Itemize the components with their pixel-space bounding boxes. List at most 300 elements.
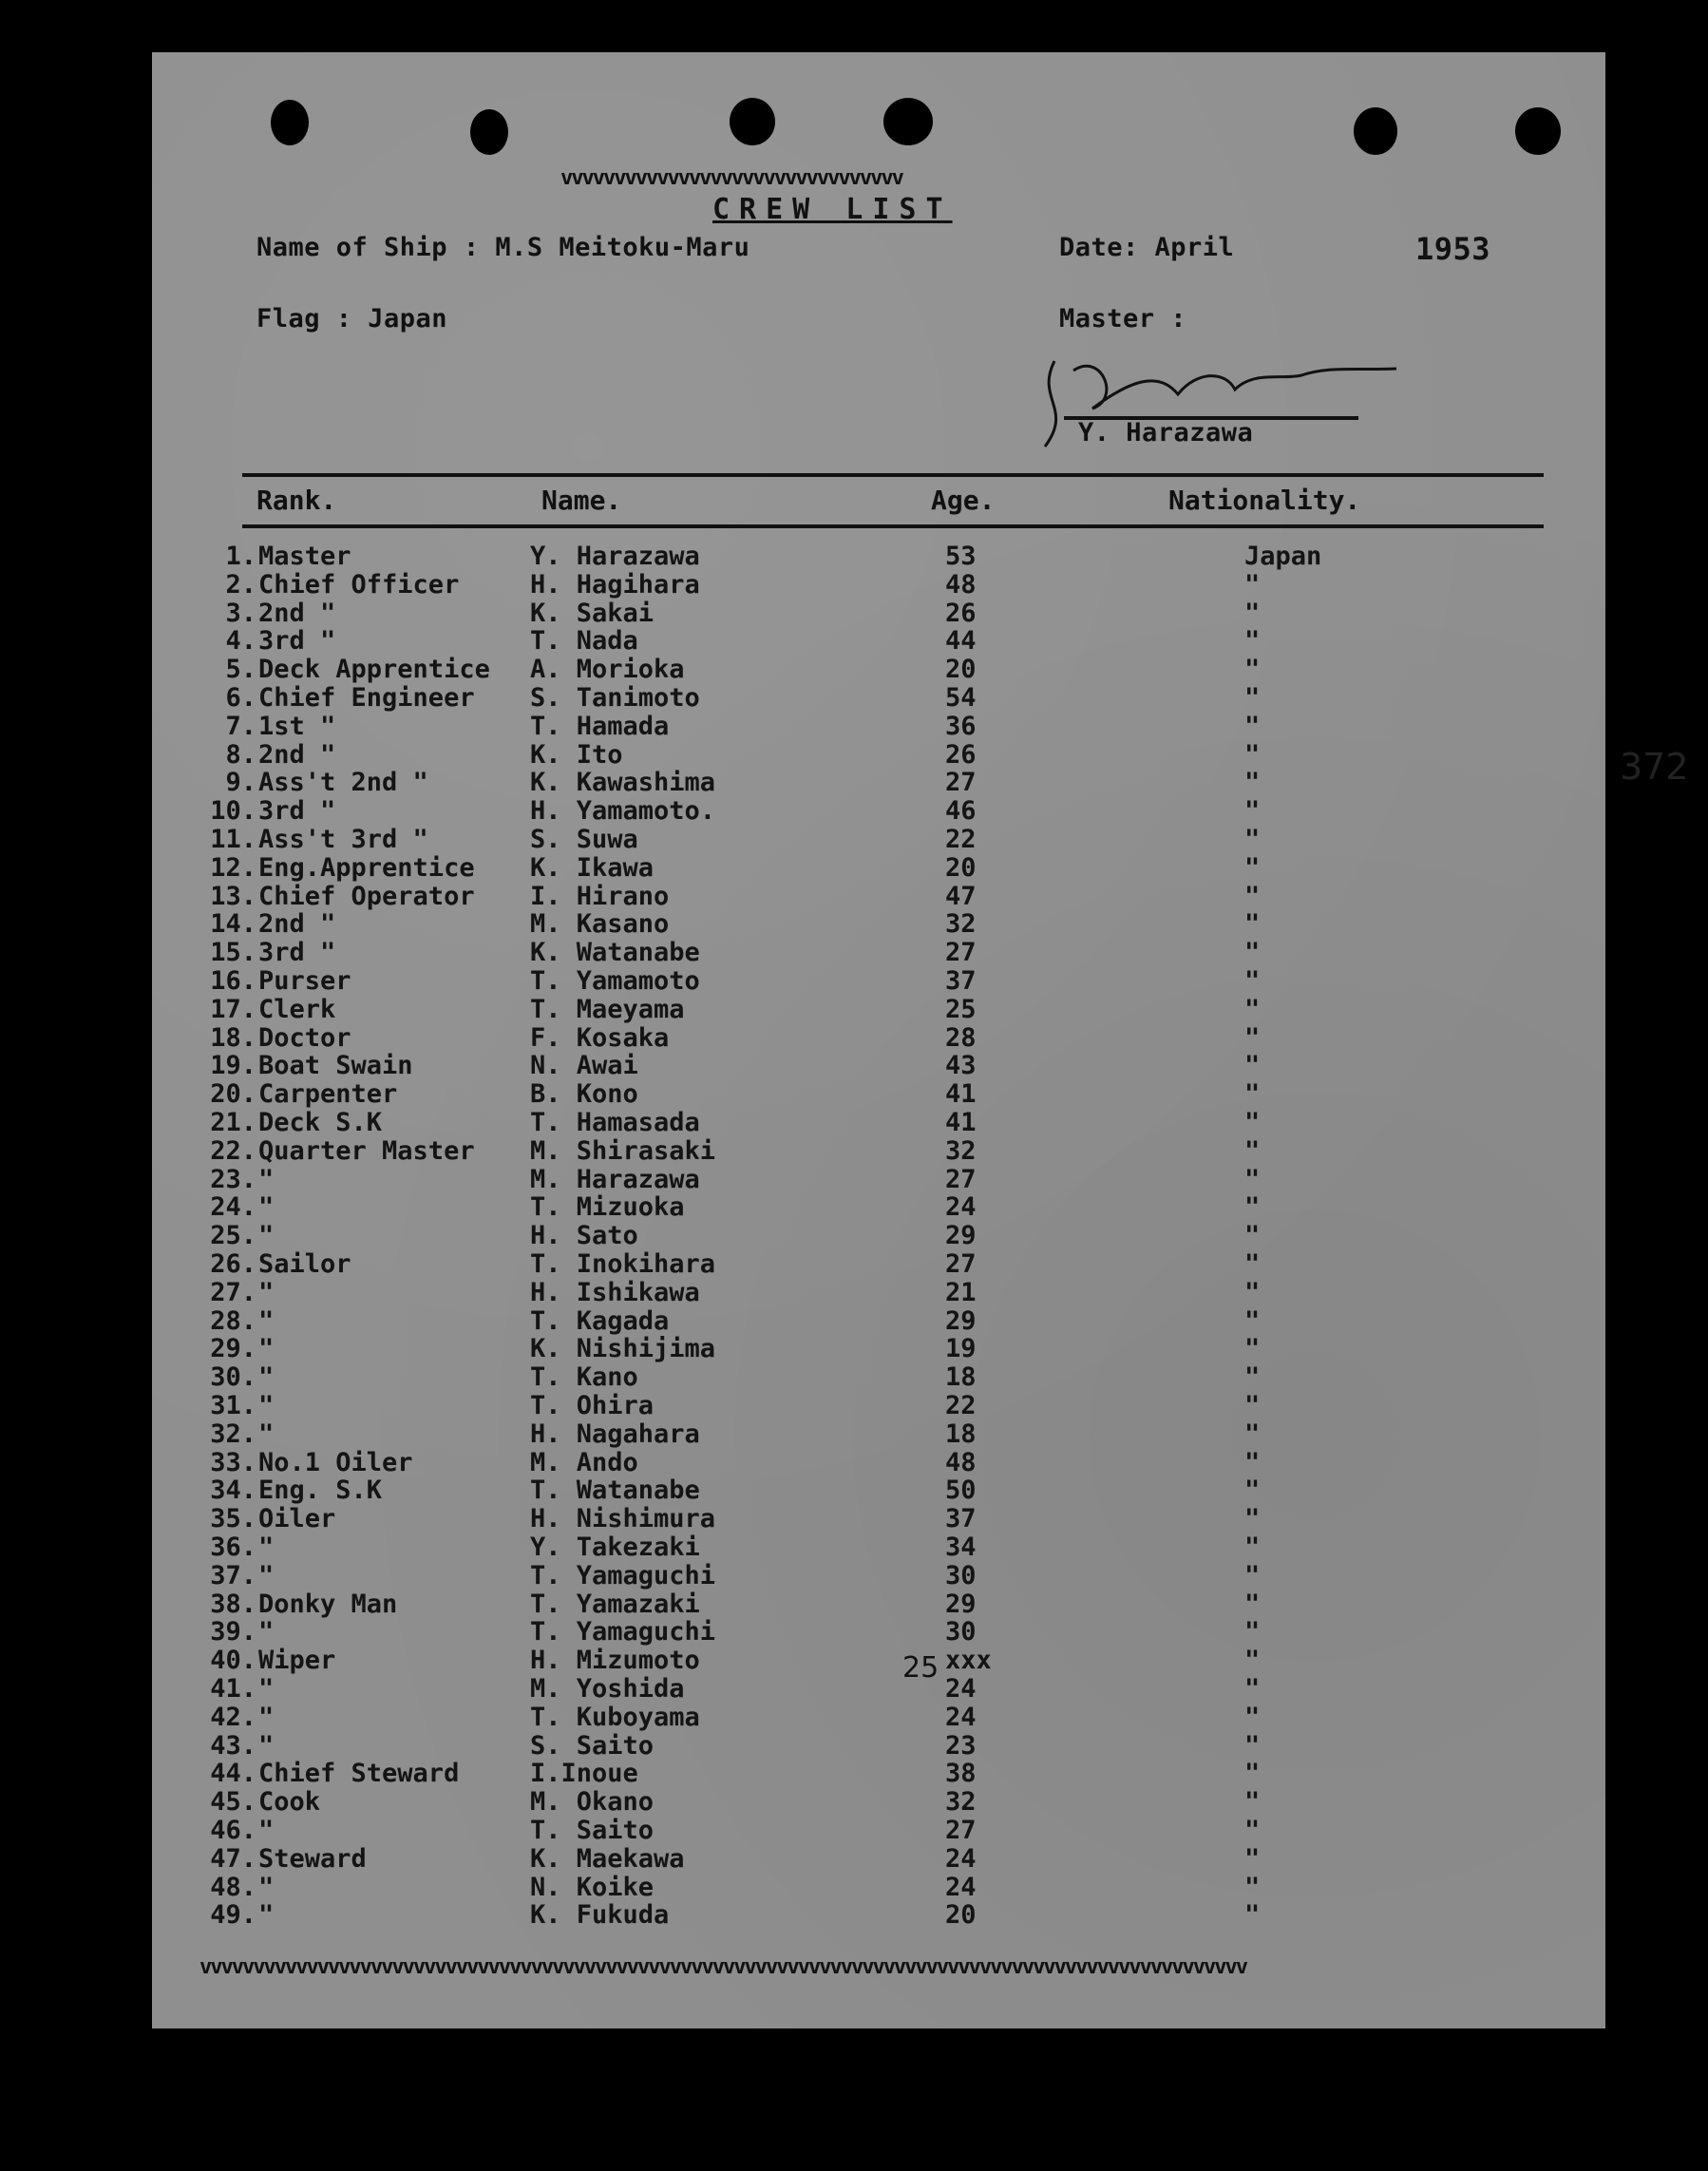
crew-name: M. Yoshida bbox=[530, 1674, 685, 1704]
crew-number: 13. bbox=[210, 882, 256, 911]
crew-name: H. Ishikawa bbox=[530, 1278, 700, 1307]
crew-number: 27. bbox=[210, 1278, 256, 1307]
document-sheet bbox=[152, 52, 1689, 2028]
crew-age: 43 bbox=[945, 1051, 977, 1080]
crew-age: 30 bbox=[945, 1617, 977, 1647]
crew-nationality: " bbox=[1244, 599, 1261, 628]
crew-rank: " bbox=[258, 1192, 275, 1222]
document-title: CREW LIST bbox=[712, 193, 953, 226]
crew-name: I.Inoue bbox=[530, 1759, 638, 1788]
crew-rank: " bbox=[258, 1362, 275, 1392]
crew-nationality: " bbox=[1244, 995, 1261, 1024]
crew-row bbox=[152, 1561, 1605, 1590]
crew-name: T. Saito bbox=[530, 1816, 655, 1845]
crew-nationality: " bbox=[1244, 909, 1261, 939]
crew-name: T. Mizuoka bbox=[530, 1192, 685, 1222]
crew-nationality: " bbox=[1244, 882, 1261, 911]
crew-rank: Wiper bbox=[258, 1646, 336, 1675]
crew-name: M. Kasano bbox=[530, 909, 670, 939]
crew-nationality: " bbox=[1244, 1306, 1261, 1336]
crew-nationality: " bbox=[1244, 683, 1261, 713]
header-rule-bottom bbox=[242, 524, 1544, 528]
crew-age: 32 bbox=[945, 1136, 977, 1166]
crew-name: Y. Harazawa bbox=[530, 542, 700, 571]
crew-row bbox=[152, 1136, 1605, 1165]
crew-nationality: " bbox=[1244, 1787, 1261, 1817]
column-header-rank: Rank. bbox=[256, 485, 337, 516]
crew-name: T. Kano bbox=[530, 1362, 638, 1392]
header-rule-top bbox=[242, 473, 1544, 477]
crew-age: 27 bbox=[945, 1249, 977, 1279]
crew-age: 46 bbox=[945, 796, 977, 826]
date-label: Date: April bbox=[1059, 233, 1235, 262]
crew-age: 20 bbox=[945, 1900, 977, 1930]
crew-rank: Oiler bbox=[258, 1504, 336, 1533]
ship-name: Name of Ship : M.S Meitoku-Maru bbox=[256, 233, 750, 262]
crew-nationality: " bbox=[1244, 1731, 1261, 1761]
crew-row bbox=[152, 825, 1605, 853]
crew-rank: Steward bbox=[258, 1844, 367, 1874]
crew-rank: Master bbox=[258, 542, 351, 571]
crew-rank: " bbox=[258, 1391, 275, 1420]
crew-nationality: " bbox=[1244, 853, 1261, 883]
crew-row bbox=[152, 626, 1605, 655]
crew-name: H. Nishimura bbox=[530, 1504, 716, 1533]
crew-name: K. Kawashima bbox=[530, 768, 716, 797]
crew-nationality: " bbox=[1244, 1362, 1261, 1392]
crew-name: T. Yamaguchi bbox=[530, 1617, 716, 1647]
crew-name: K. Ito bbox=[530, 740, 623, 770]
crew-name: T. Ohira bbox=[530, 1391, 655, 1420]
crew-nationality: " bbox=[1244, 1249, 1261, 1279]
date-year: 1953 bbox=[1415, 231, 1491, 267]
crew-name: N. Koike bbox=[530, 1873, 655, 1902]
crew-nationality: " bbox=[1244, 1759, 1261, 1788]
crew-number: 12. bbox=[210, 853, 256, 883]
crew-age: 20 bbox=[945, 655, 977, 684]
crew-number: 17. bbox=[210, 995, 256, 1024]
crew-number: 5. bbox=[225, 655, 256, 684]
crew-row bbox=[152, 1108, 1605, 1136]
crew-age: 27 bbox=[945, 1816, 977, 1845]
crew-row bbox=[152, 1900, 1605, 1929]
crew-rank: Sailor bbox=[258, 1249, 351, 1279]
crew-rank: " bbox=[258, 1561, 275, 1590]
crew-number: 26. bbox=[210, 1249, 256, 1279]
crew-row bbox=[152, 1334, 1605, 1362]
crew-row bbox=[152, 655, 1605, 683]
crew-nationality: " bbox=[1244, 1136, 1261, 1166]
crew-name: T. Kuboyama bbox=[530, 1703, 700, 1732]
crew-nationality: " bbox=[1244, 1023, 1261, 1053]
crew-rank: Clerk bbox=[258, 995, 336, 1024]
crew-rank: " bbox=[258, 1816, 275, 1845]
crew-row bbox=[152, 1617, 1605, 1646]
crew-rank: " bbox=[258, 1419, 275, 1449]
crew-name: K. Nishijima bbox=[530, 1334, 716, 1363]
crew-age: 29 bbox=[945, 1306, 977, 1336]
crew-row bbox=[152, 1448, 1605, 1476]
crew-number: 46. bbox=[210, 1816, 256, 1845]
crew-age: 24 bbox=[945, 1703, 977, 1732]
crew-age: xxx bbox=[945, 1646, 992, 1675]
crew-nationality: " bbox=[1244, 1192, 1261, 1222]
crew-nationality: " bbox=[1244, 1533, 1261, 1562]
crew-row bbox=[152, 1023, 1605, 1052]
crew-row bbox=[152, 683, 1605, 712]
crew-row bbox=[152, 1192, 1605, 1221]
crew-row bbox=[152, 938, 1605, 966]
crew-age: 38 bbox=[945, 1759, 977, 1788]
crew-nationality: " bbox=[1244, 1165, 1261, 1194]
crew-row bbox=[152, 995, 1605, 1023]
crew-row bbox=[152, 1703, 1605, 1731]
crew-age: 48 bbox=[945, 570, 977, 600]
crew-nationality: " bbox=[1244, 1900, 1261, 1930]
crew-rank: " bbox=[258, 1703, 275, 1732]
flag-label: Flag : Japan bbox=[256, 304, 448, 333]
crew-nationality: " bbox=[1244, 1051, 1261, 1080]
punch-hole bbox=[1354, 107, 1397, 155]
crew-name: H. Sato bbox=[530, 1221, 638, 1250]
crew-number: 25. bbox=[210, 1221, 256, 1250]
crew-age: 32 bbox=[945, 909, 977, 939]
crew-row bbox=[152, 1165, 1605, 1193]
crew-rank: 3rd " bbox=[258, 626, 336, 656]
crew-rank: " bbox=[258, 1221, 275, 1250]
crew-number: 10. bbox=[210, 796, 256, 826]
crew-number: 20. bbox=[210, 1079, 256, 1109]
crew-number: 34. bbox=[210, 1476, 256, 1505]
crew-row bbox=[152, 712, 1605, 740]
crew-row bbox=[152, 1051, 1605, 1079]
crew-number: 47. bbox=[210, 1844, 256, 1874]
crew-rank: 2nd " bbox=[258, 599, 336, 628]
punch-hole bbox=[883, 98, 933, 145]
title-underline: vvvvvvvvvvvvvvvvvvvvvvvvvvvvvvvv bbox=[560, 166, 902, 190]
crew-name: T. Inokihara bbox=[530, 1249, 716, 1279]
crew-nationality: " bbox=[1244, 966, 1261, 996]
crew-rank: Deck S.K bbox=[258, 1108, 383, 1137]
crew-name: M. Okano bbox=[530, 1787, 655, 1817]
crew-name: T. Hamada bbox=[530, 712, 670, 741]
crew-number: 42. bbox=[210, 1703, 256, 1732]
column-header-age: Age. bbox=[931, 485, 996, 516]
crew-row bbox=[152, 1787, 1605, 1816]
crew-nationality: " bbox=[1244, 655, 1261, 684]
crew-row bbox=[152, 853, 1605, 882]
crew-number: 4. bbox=[225, 626, 256, 656]
crew-number: 24. bbox=[210, 1192, 256, 1222]
crew-name: K. Sakai bbox=[530, 599, 655, 628]
crew-name: T. Yamaguchi bbox=[530, 1561, 716, 1590]
crew-name: K. Ikawa bbox=[530, 853, 655, 883]
crew-nationality: " bbox=[1244, 1674, 1261, 1704]
crew-rank: " bbox=[258, 1306, 275, 1336]
crew-name: K. Watanabe bbox=[530, 938, 700, 967]
crew-age: 24 bbox=[945, 1674, 977, 1704]
punch-hole bbox=[1515, 107, 1561, 155]
crew-number: 19. bbox=[210, 1051, 256, 1080]
crew-rank: Chief Operator bbox=[258, 882, 475, 911]
crew-row bbox=[152, 599, 1605, 627]
crew-rank: Eng. S.K bbox=[258, 1476, 383, 1505]
punch-hole bbox=[730, 98, 775, 145]
crew-number: 23. bbox=[210, 1165, 256, 1194]
crew-name: T. Watanabe bbox=[530, 1476, 700, 1505]
crew-age: 22 bbox=[945, 825, 977, 854]
bottom-rule: vvvvvvvvvvvvvvvvvvvvvvvvvvvvvvvvvvvvvvvvvvvvvvvvvvvvvvvvvvvvvvvvvvvvvvvvvvvvvvvvvvvvvvvvvvvvvvvvvv bbox=[199, 1955, 1247, 1979]
crew-number: 1. bbox=[225, 542, 256, 571]
crew-age: 18 bbox=[945, 1362, 977, 1392]
crew-nationality: " bbox=[1244, 1703, 1261, 1732]
crew-age: 19 bbox=[945, 1334, 977, 1363]
crew-row bbox=[152, 1590, 1605, 1618]
crew-age: 22 bbox=[945, 1391, 977, 1420]
crew-nationality: " bbox=[1244, 1419, 1261, 1449]
crew-rank: " bbox=[258, 1900, 275, 1930]
crew-nationality: " bbox=[1244, 1504, 1261, 1533]
crew-row bbox=[152, 1221, 1605, 1249]
crew-number: 29. bbox=[210, 1334, 256, 1363]
crew-number: 31. bbox=[210, 1391, 256, 1420]
crew-number: 18. bbox=[210, 1023, 256, 1053]
crew-age: 34 bbox=[945, 1533, 977, 1562]
crew-age: 23 bbox=[945, 1731, 977, 1761]
crew-number: 36. bbox=[210, 1533, 256, 1562]
crew-rank: No.1 Oiler bbox=[258, 1448, 413, 1477]
crew-name: T. Kagada bbox=[530, 1306, 670, 1336]
crew-nationality: " bbox=[1244, 1561, 1261, 1590]
crew-nationality: " bbox=[1244, 740, 1261, 770]
crew-age: 20 bbox=[945, 853, 977, 883]
crew-nationality: " bbox=[1244, 938, 1261, 967]
crew-rank: 2nd " bbox=[258, 909, 336, 939]
crew-nationality: " bbox=[1244, 1476, 1261, 1505]
crew-rank: Chief Officer bbox=[258, 570, 460, 600]
crew-name: F. Kosaka bbox=[530, 1023, 670, 1053]
crew-number: 9. bbox=[225, 768, 256, 797]
crew-age: 25 bbox=[945, 995, 977, 1024]
crew-rank: " bbox=[258, 1278, 275, 1307]
crew-name: H. Mizumoto bbox=[530, 1646, 700, 1675]
crew-row bbox=[152, 1278, 1605, 1306]
crew-number: 33. bbox=[210, 1448, 256, 1477]
crew-rank: Ass't 2nd " bbox=[258, 768, 428, 797]
crew-name: Y. Takezaki bbox=[530, 1533, 700, 1562]
crew-row bbox=[152, 1844, 1605, 1873]
crew-age: 36 bbox=[945, 712, 977, 741]
master-label: Master : bbox=[1059, 304, 1187, 333]
crew-age: 53 bbox=[945, 542, 977, 571]
crew-name: S. Saito bbox=[530, 1731, 655, 1761]
crew-rank: Boat Swain bbox=[258, 1051, 413, 1080]
crew-row bbox=[152, 1362, 1605, 1391]
crew-age: 26 bbox=[945, 740, 977, 770]
crew-row bbox=[152, 740, 1605, 769]
crew-rank: 1st " bbox=[258, 712, 336, 741]
crew-name: I. Hirano bbox=[530, 882, 670, 911]
crew-nationality: " bbox=[1244, 1873, 1261, 1902]
crew-rank: " bbox=[258, 1873, 275, 1902]
crew-row bbox=[152, 542, 1605, 570]
crew-rank: " bbox=[258, 1165, 275, 1194]
crew-nationality: " bbox=[1244, 1334, 1261, 1363]
crew-rank: Doctor bbox=[258, 1023, 351, 1053]
crew-rank: " bbox=[258, 1674, 275, 1704]
crew-number: 6. bbox=[225, 683, 256, 713]
crew-number: 30. bbox=[210, 1362, 256, 1392]
crew-number: 43. bbox=[210, 1731, 256, 1761]
crew-rank: " bbox=[258, 1617, 275, 1647]
crew-row bbox=[152, 1533, 1605, 1561]
crew-age: 44 bbox=[945, 626, 977, 656]
crew-number: 44. bbox=[210, 1759, 256, 1788]
crew-row bbox=[152, 1646, 1605, 1674]
crew-name: S. Tanimoto bbox=[530, 683, 700, 713]
crew-rank: 3rd " bbox=[258, 796, 336, 826]
crew-rank: Chief Engineer bbox=[258, 683, 475, 713]
crew-nationality: " bbox=[1244, 1079, 1261, 1109]
crew-rank: Ass't 3rd " bbox=[258, 825, 428, 854]
crew-row bbox=[152, 1504, 1605, 1533]
crew-row bbox=[152, 1249, 1605, 1278]
crew-name: M. Harazawa bbox=[530, 1165, 700, 1194]
crew-row bbox=[152, 1306, 1605, 1335]
column-header-name: Name. bbox=[541, 485, 622, 516]
crew-number: 48. bbox=[210, 1873, 256, 1902]
crew-nationality: " bbox=[1244, 825, 1261, 854]
crew-row bbox=[152, 1816, 1605, 1844]
crew-age: 41 bbox=[945, 1079, 977, 1109]
crew-number: 21. bbox=[210, 1108, 256, 1137]
crew-nationality: " bbox=[1244, 1391, 1261, 1420]
crew-number: 15. bbox=[210, 938, 256, 967]
crew-nationality: " bbox=[1244, 570, 1261, 600]
crew-name: T. Nada bbox=[530, 626, 638, 656]
crew-row bbox=[152, 966, 1605, 995]
crew-rank: Donky Man bbox=[258, 1590, 398, 1619]
crew-age: 24 bbox=[945, 1844, 977, 1874]
crew-number: 49. bbox=[210, 1900, 256, 1930]
crew-number: 39. bbox=[210, 1617, 256, 1647]
crew-nationality: " bbox=[1244, 626, 1261, 656]
crew-name: T. Maeyama bbox=[530, 995, 685, 1024]
crew-name: S. Suwa bbox=[530, 825, 638, 854]
crew-nationality: Japan bbox=[1244, 542, 1322, 571]
crew-nationality: " bbox=[1244, 712, 1261, 741]
crew-age: 24 bbox=[945, 1192, 977, 1222]
crew-number: 16. bbox=[210, 966, 256, 996]
crew-rank: Quarter Master bbox=[258, 1136, 475, 1166]
crew-number: 2. bbox=[225, 570, 256, 600]
crew-number: 35. bbox=[210, 1504, 256, 1533]
crew-rank: Carpenter bbox=[258, 1079, 398, 1109]
crew-age: 27 bbox=[945, 938, 977, 967]
crew-age: 54 bbox=[945, 683, 977, 713]
crew-age: 29 bbox=[945, 1221, 977, 1250]
crew-name: M. Shirasaki bbox=[530, 1136, 716, 1166]
crew-name: T. Hamasada bbox=[530, 1108, 700, 1137]
crew-number: 38. bbox=[210, 1590, 256, 1619]
crew-number: 22. bbox=[210, 1136, 256, 1166]
crew-number: 40. bbox=[210, 1646, 256, 1675]
crew-rank: Deck Apprentice bbox=[258, 655, 490, 684]
crew-row bbox=[152, 1674, 1605, 1703]
crew-row bbox=[152, 570, 1605, 599]
crew-name: A. Morioka bbox=[530, 655, 685, 684]
crew-rank: " bbox=[258, 1334, 275, 1363]
crew-nationality: " bbox=[1244, 1590, 1261, 1619]
crew-number: 32. bbox=[210, 1419, 256, 1449]
crew-age: 47 bbox=[945, 882, 977, 911]
crew-row bbox=[152, 1391, 1605, 1419]
crew-nationality: " bbox=[1244, 1816, 1261, 1845]
crew-row bbox=[152, 1079, 1605, 1108]
crew-row bbox=[152, 796, 1605, 825]
crew-number: 41. bbox=[210, 1674, 256, 1704]
crew-rank: Purser bbox=[258, 966, 351, 996]
crew-nationality: " bbox=[1244, 796, 1261, 826]
crew-age: 28 bbox=[945, 1023, 977, 1053]
crew-name: K. Maekawa bbox=[530, 1844, 685, 1874]
crew-age: 27 bbox=[945, 1165, 977, 1194]
crew-age: 29 bbox=[945, 1590, 977, 1619]
crew-number: 7. bbox=[225, 712, 256, 741]
crew-age: 18 bbox=[945, 1419, 977, 1449]
crew-number: 28. bbox=[210, 1306, 256, 1336]
crew-nationality: " bbox=[1244, 1646, 1261, 1675]
crew-number: 8. bbox=[225, 740, 256, 770]
crew-name: N. Awai bbox=[530, 1051, 638, 1080]
crew-rank: Eng.Apprentice bbox=[258, 853, 475, 883]
crew-age: 24 bbox=[945, 1873, 977, 1902]
crew-number: 37. bbox=[210, 1561, 256, 1590]
crew-rank: Chief Steward bbox=[258, 1759, 460, 1788]
folio-number: 372 bbox=[1620, 746, 1689, 788]
crew-number: 14. bbox=[210, 909, 256, 939]
crew-number: 3. bbox=[225, 599, 256, 628]
crew-nationality: " bbox=[1244, 768, 1261, 797]
crew-nationality: " bbox=[1244, 1617, 1261, 1647]
crew-rank: 2nd " bbox=[258, 740, 336, 770]
crew-row bbox=[152, 1759, 1605, 1787]
age-correction-note: 25 bbox=[902, 1651, 939, 1685]
punch-hole bbox=[271, 100, 309, 145]
crew-number: 11. bbox=[210, 825, 256, 854]
crew-nationality: " bbox=[1244, 1108, 1261, 1137]
crew-nationality: " bbox=[1244, 1221, 1261, 1250]
crew-name: H. Nagahara bbox=[530, 1419, 700, 1449]
crew-row bbox=[152, 1419, 1605, 1448]
crew-name: T. Yamazaki bbox=[530, 1590, 700, 1619]
crew-age: 37 bbox=[945, 966, 977, 996]
crew-age: 27 bbox=[945, 768, 977, 797]
crew-row bbox=[152, 882, 1605, 910]
crew-nationality: " bbox=[1244, 1448, 1261, 1477]
crew-age: 26 bbox=[945, 599, 977, 628]
crew-age: 48 bbox=[945, 1448, 977, 1477]
crew-rank: " bbox=[258, 1533, 275, 1562]
crew-rank: Cook bbox=[258, 1787, 321, 1817]
crew-age: 41 bbox=[945, 1108, 977, 1137]
crew-row bbox=[152, 768, 1605, 796]
crew-name: H. Yamamoto. bbox=[530, 796, 716, 826]
crew-name: M. Ando bbox=[530, 1448, 638, 1477]
crew-row bbox=[152, 1873, 1605, 1901]
crew-nationality: " bbox=[1244, 1844, 1261, 1874]
crew-nationality: " bbox=[1244, 1278, 1261, 1307]
